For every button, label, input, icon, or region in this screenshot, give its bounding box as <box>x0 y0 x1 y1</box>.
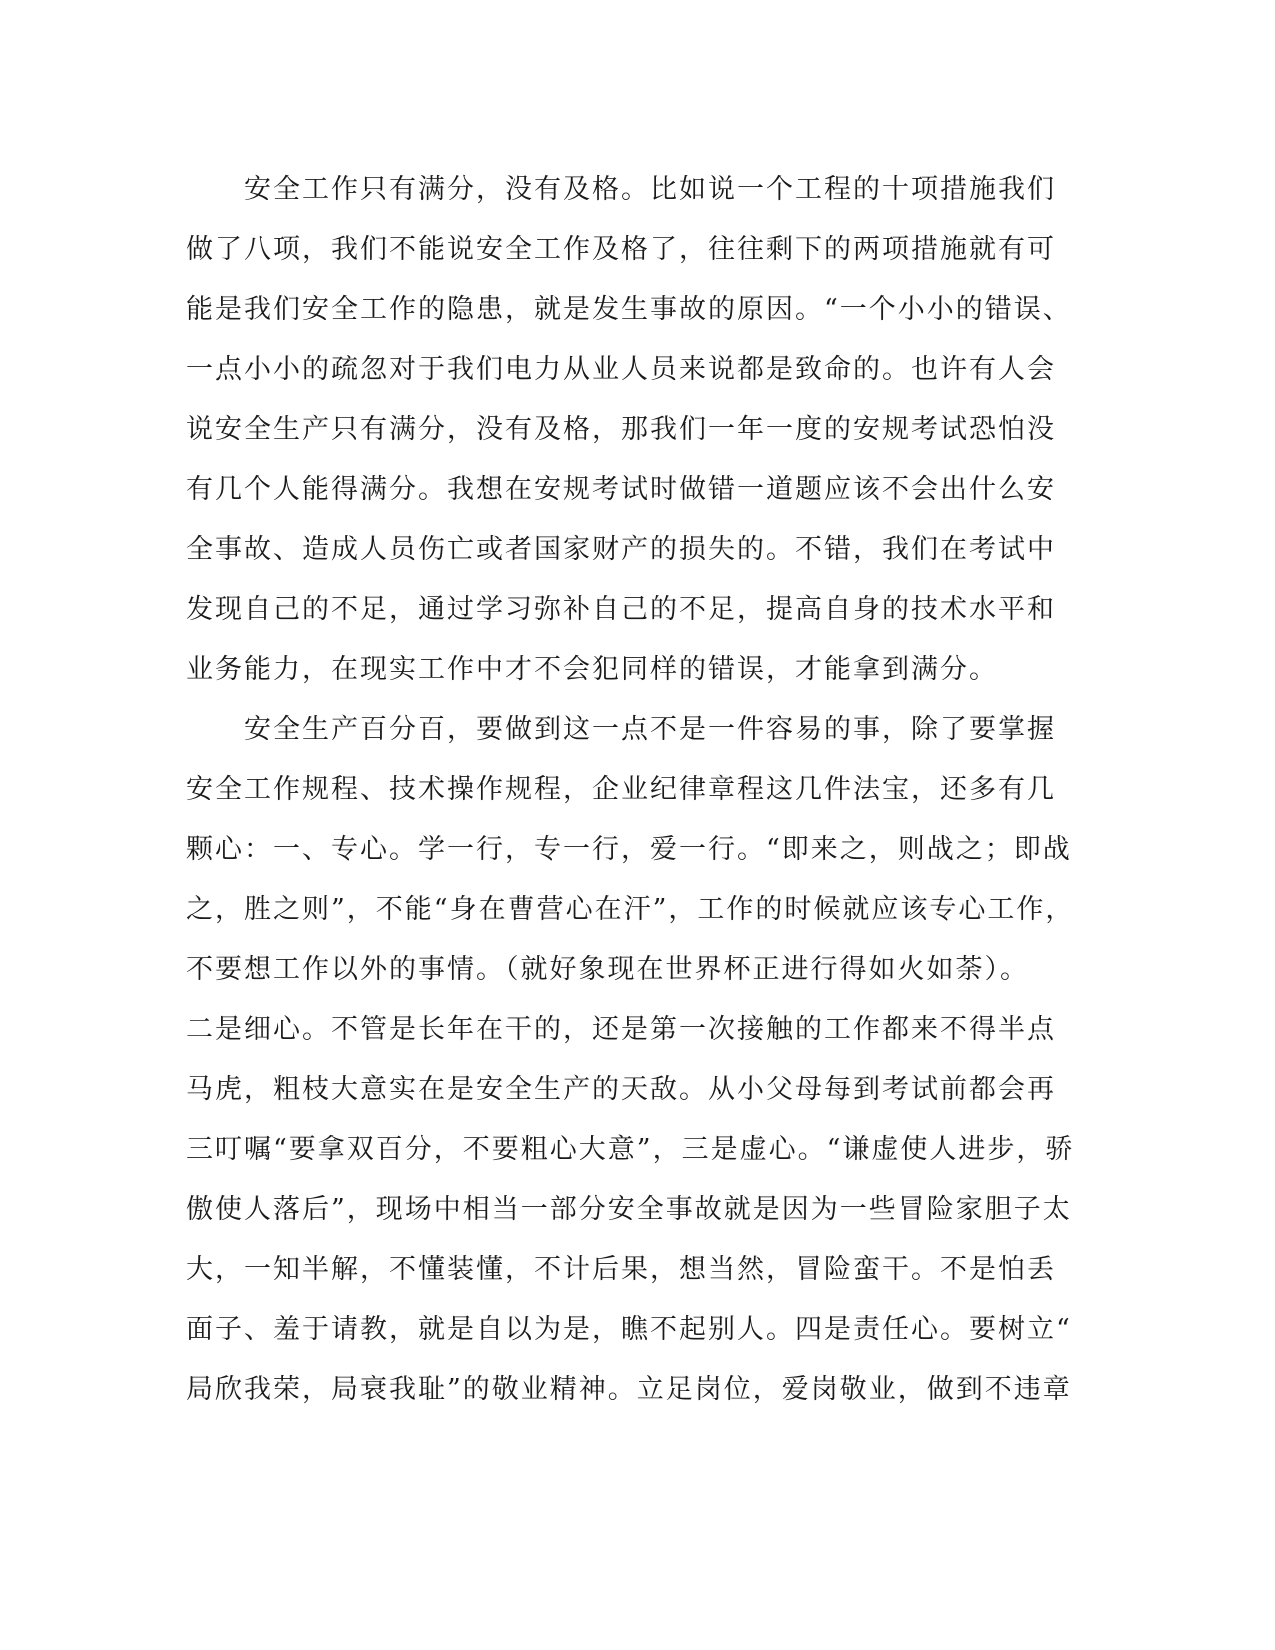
text-line: 安全生产百分百，要做到这一点不是一件容易的事，除了要掌握 <box>186 714 1056 745</box>
text-line: 傲使人落后”，现场中相当一部分安全事故就是因为一些冒险家胆子太 <box>186 1194 1072 1225</box>
text-line: 大，一知半解，不懂装懂，不计后果，想当然，冒险蛮干。不是怕丢 <box>186 1254 1056 1285</box>
text-line: 局欣我荣，局衰我耻”的敬业精神。立足岗位，爱岗敬业，做到不违章 <box>186 1374 1072 1405</box>
text-line: 能是我们安全工作的隐患，就是发生事故的原因。“一个小小的错误、 <box>186 294 1072 325</box>
text-line: 马虎，粗枝大意实在是安全生产的天敌。从小父母每到考试前都会再 <box>186 1074 1056 1105</box>
text-line: 有几个人能得满分。我想在安规考试时做错一道题应该不会出什么安 <box>186 474 1056 505</box>
paragraph-1 <box>186 160 1072 700</box>
text-line: 不要想工作以外的事情。（就好象现在世界杯正进行得如火如荼）。 <box>186 954 1029 985</box>
text-line: 三叮嘱“要拿双百分，不要粗心大意”，三是虚心。“谦虚使人进步，骄 <box>186 1134 1075 1165</box>
body-text <box>186 160 1075 1420</box>
text-line: 之，胜之则”，不能“身在曹营心在汗”，工作的时候就应该专心工作， <box>186 894 1075 925</box>
text-line: 颗心：一、专心。学一行，专一行，爱一行。“即来之，则战之；即战 <box>186 834 1072 865</box>
text-line: 全事故、造成人员伤亡或者国家财产的损失的。不错，我们在考试中 <box>186 534 1056 565</box>
text-line: 业务能力，在现实工作中才不会犯同样的错误，才能拿到满分。 <box>186 654 998 685</box>
text-line: 说安全生产只有满分，没有及格，那我们一年一度的安规考试恐怕没 <box>186 414 1056 445</box>
text-line: 面子、羞于请教，就是自以为是，瞧不起别人。四是责任心。要树立“ <box>186 1314 1072 1345</box>
text-line: 安全工作只有满分，没有及格。比如说一个工程的十项措施我们 <box>186 174 1056 205</box>
text-line: 二是细心。不管是长年在干的，还是第一次接触的工作都来不得半点 <box>186 1014 1056 1045</box>
text-line: 发现自己的不足，通过学习弥补自己的不足，提高自身的技术水平和 <box>186 594 1056 625</box>
text-line: 做了八项，我们不能说安全工作及格了，往往剩下的两项措施就有可 <box>186 234 1056 265</box>
text-line: 安全工作规程、技术操作规程，企业纪律章程这几件法宝，还多有几 <box>186 774 1056 805</box>
text-line: 一点小小的疏忽对于我们电力从业人员来说都是致命的。也许有人会 <box>186 354 1056 385</box>
paragraph-2 <box>186 700 1075 1420</box>
